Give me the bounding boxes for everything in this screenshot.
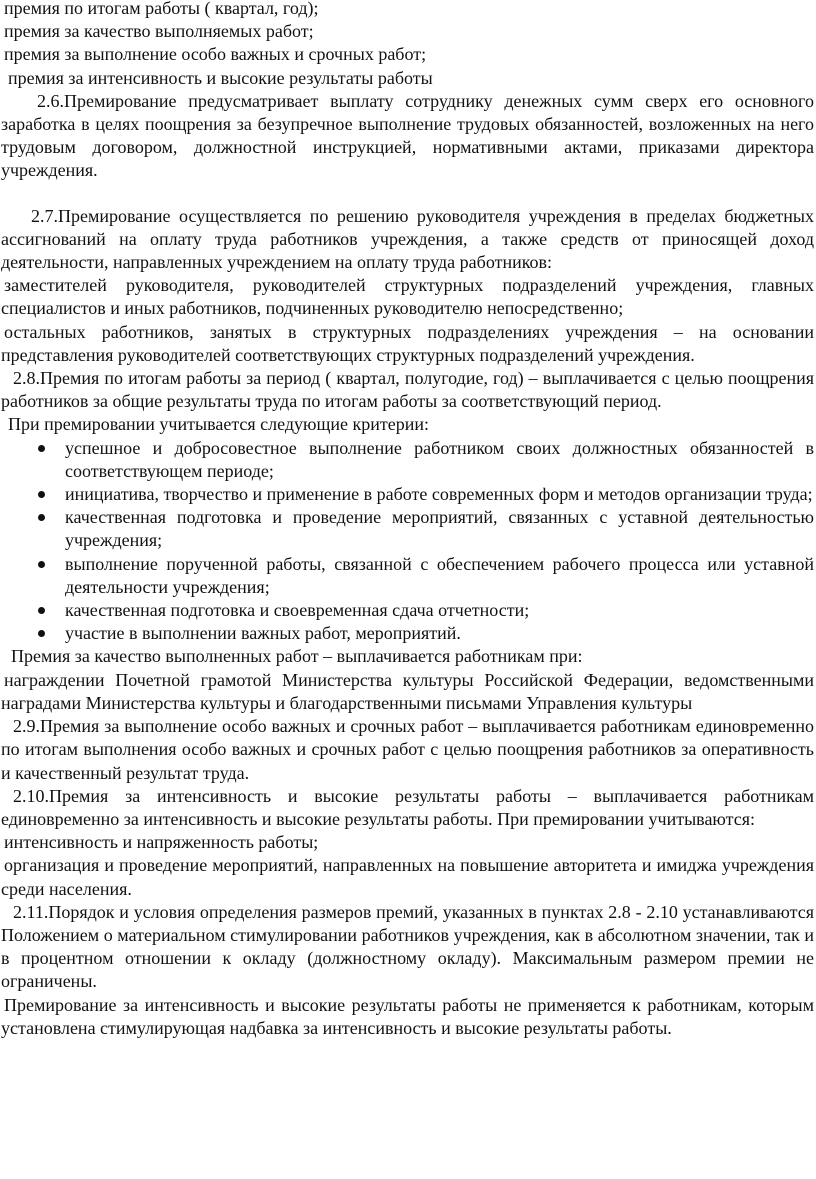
- paragraph-2-8: 2.8.Премия по итогам работы за период ( квартал, полугодие, год) – выплачивается с целью поощрения работников за общие результаты труда по итогам работы за соответствующий период.: [1, 368, 814, 412]
- criteria-item: [1, 506, 814, 552]
- paragraph-2-7: 2.7.Премирование осуществляется по решению руководителя учреждения в пределах бюджетных ассигнований на оплату труда работников учреждения, а также средств от приносящей доход деятельности, направленных учреждением на оплату труда работников:: [1, 205, 814, 273]
- paragraph-2-11: 2.11.Порядок и условия определения размеров премий, указанных в пунктах 2.8 - 2.10 устанавливаются Положением о материальном стимулировании работников учреждения, как в абсолютном значении, так и в процентном отношении к окладу (должностному окладу). Максимальным размером премии не ограничены.: [1, 901, 814, 992]
- criteria-item-text: выполнение порученной работы, связанной с обеспечением рабочего процесса или уставной деятельности учреждения;: [65, 553, 814, 597]
- quality-text: награждении Почетной грамотой Министерства культуры Российской Федерации, ведомственными наградами Министерства культуры и благодарственными письмами Управления культуры: [1, 669, 814, 713]
- paragraph-2-9: 2.9.Премия за выполнение особо важных и срочных работ – выплачивается работникам единовременно по итогам выполнения особо важных и срочных работ с целью поощрения работников за оперативность и качественный результат труда.: [1, 716, 814, 783]
- criteria-item: [1, 553, 814, 599]
- paragraph-2-6: 2.6.Премирование предусматривает выплату сотруднику денежных сумм сверх его основного заработка в целях поощрения за безупречное выполнение трудовых обязанностей, возложенных на него трудовым договором, должностной инструкцией, нормативными актами, приказами директора учреждения.: [1, 90, 814, 181]
- criteria-item: [1, 599, 814, 622]
- criteria-list: [1, 437, 814, 646]
- criteria-item: [1, 483, 814, 506]
- criteria-item-text: качественная подготовка и проведение мероприятий, связанных с уставной деятельностью учреждения;: [65, 507, 814, 551]
- intro-item-4: премия за интенсивность и высокие результаты работы: [8, 67, 433, 88]
- intro-item-1: премия по итогам работы ( квартал, год);: [4, 0, 319, 18]
- intro-item-2: премия за качество выполняемых работ;: [4, 21, 314, 42]
- final-paragraph: Премирование за интенсивность и высокие результаты работы не применяется к работникам, которым установлена стимулирующая надбавка за интенсивность и высокие результаты работы.: [1, 994, 814, 1038]
- criteria-intro: При премировании учитывается следующие критерии:: [8, 414, 429, 435]
- paragraph-2-10-b: организация и проведение мероприятий, направленных на повышение авторитета и имиджа учреждения среди населения.: [1, 855, 814, 899]
- paragraph-2-7-a: заместителей руководителя, руководителей структурных подразделений учреждения, главных специалистов и иных работников, подчиненных руководителю непосредственно;: [1, 275, 814, 319]
- paragraph-2-10-a: интенсивность и напряженность работы;: [4, 832, 319, 853]
- criteria-item: [1, 437, 814, 483]
- criteria-item: [1, 622, 814, 645]
- criteria-item-text: качественная подготовка и своевременная сдача отчетности;: [65, 600, 530, 621]
- paragraph-2-10: 2.10.Премия за интенсивность и высокие результаты работы – выплачивается работникам единовременно за интенсивность и высокие результаты работы. При премировании учитываются:: [1, 785, 814, 829]
- criteria-item-text: инициатива, творчество и применение в работе современных форм и методов организации труда;: [65, 484, 813, 505]
- spacer: [1, 183, 814, 205]
- criteria-item-text: успешное и добросовестное выполнение работником своих должностных обязанностей в соответствующем периоде;: [65, 437, 814, 481]
- criteria-item-text: участие в выполнении важных работ, мероприятий.: [65, 623, 461, 644]
- intro-item-3: премия за выполнение особо важных и срочных работ;: [4, 44, 427, 65]
- quality-intro: Премия за качество выполненных работ – выплачивается работникам при:: [11, 646, 583, 667]
- paragraph-2-7-b: остальных работников, занятых в структурных подразделениях учреждения – на основании представления руководителей соответствующих структурных подразделений учреждения.: [1, 321, 814, 365]
